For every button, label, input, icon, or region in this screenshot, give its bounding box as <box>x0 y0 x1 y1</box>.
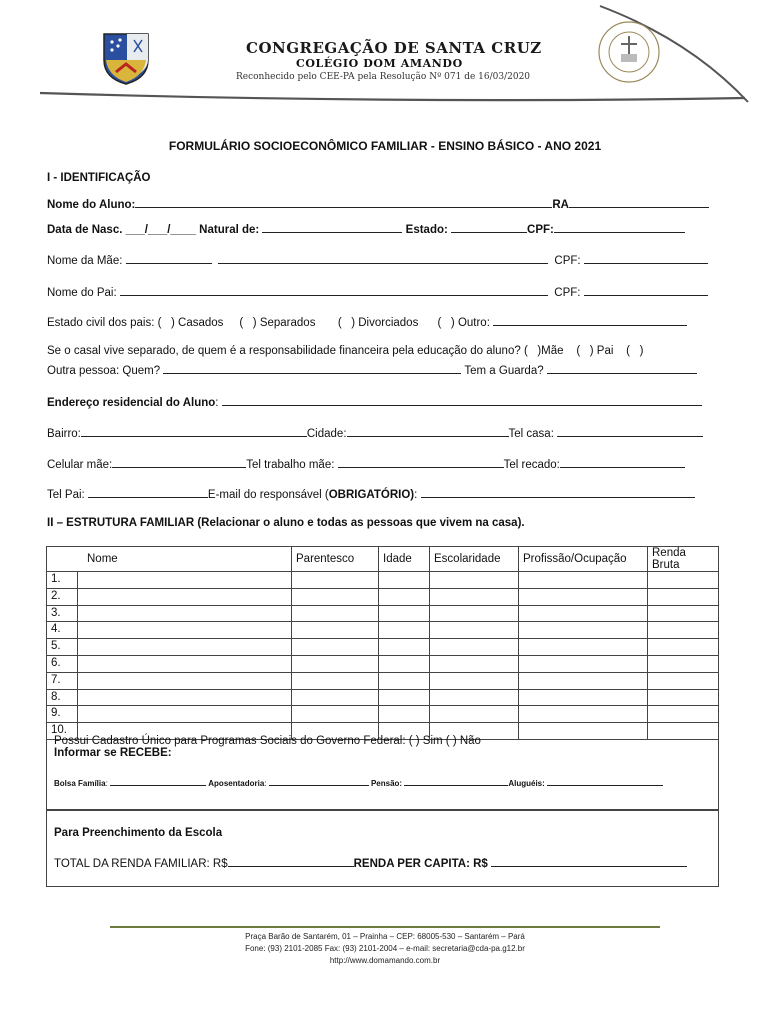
cell-idade[interactable] <box>379 689 430 706</box>
field-endereco[interactable] <box>222 394 702 406</box>
row-responsabilidade <box>47 345 643 357</box>
cadastro-unico-question[interactable]: Possui Cadastro Único para Programas Sociais do Governo Federal: ( ) Sim ( ) Não <box>54 735 481 747</box>
cell-renda[interactable] <box>648 605 719 622</box>
field-nome-mae-1[interactable] <box>126 252 212 264</box>
label-email: E-mail do responsável ( <box>207 489 329 501</box>
cell-renda[interactable] <box>648 689 719 706</box>
field-tel-pai[interactable] <box>88 486 208 498</box>
row-number: 7. <box>47 673 78 689</box>
institution-title: CONGREGAÇÃO DE SANTA CRUZ <box>246 39 542 57</box>
cell-idade[interactable] <box>379 639 430 656</box>
estado-civil-options[interactable]: Estado civil dos pais: ( ) Casados ( ) Separados ( ) Divorciados ( ) Outro: <box>47 317 490 329</box>
beneficios-row: Bolsa Família: Aposentadoria: Pensão: Aluguéis: <box>54 777 711 788</box>
label-tem-guarda: Tem a Guarda? <box>464 365 544 377</box>
cell-profissao[interactable] <box>519 588 648 605</box>
section-identificacao-heading: I - IDENTIFICAÇÃO <box>47 172 151 184</box>
field-nome-aluno[interactable] <box>135 196 552 208</box>
table-row <box>47 689 719 706</box>
row-estado-civil <box>47 314 687 329</box>
field-alugueis[interactable] <box>547 777 663 786</box>
footer-contact: Fone: (93) 2101-2085 Fax: (93) 2101-2004 – e-mail: secretaria@cda-pa.g12.br <box>245 944 525 953</box>
label-total-renda: TOTAL DA RENDA FAMILIAR: R$ <box>54 858 228 870</box>
field-cpf-aluno[interactable] <box>554 221 685 233</box>
row-number: 2. <box>47 589 78 605</box>
field-data-nasc[interactable]: Data de Nasc. ___/___/____ <box>47 224 196 236</box>
footer-website[interactable]: http://www.domamando.com.br <box>329 956 441 965</box>
escola-box <box>46 810 719 887</box>
label-cpf-aluno: CPF: <box>527 224 554 236</box>
cell-escolaridade[interactable] <box>430 572 519 589</box>
col-escolaridade: Escolaridade <box>430 547 519 572</box>
school-crest-logo <box>100 30 152 86</box>
cell-profissao[interactable] <box>519 572 648 589</box>
cell-nome[interactable] <box>47 655 292 672</box>
cell-parentesco[interactable] <box>292 706 379 723</box>
row-number: 9. <box>47 706 78 722</box>
field-celular-mae[interactable] <box>112 456 246 468</box>
cell-nome[interactable] <box>47 588 292 605</box>
row-number: 4. <box>47 622 78 638</box>
cell-escolaridade[interactable] <box>430 706 519 723</box>
field-email[interactable] <box>421 486 695 498</box>
label-tel-recado: Tel recado: <box>503 459 560 471</box>
field-pensao[interactable] <box>404 777 508 786</box>
cell-escolaridade[interactable] <box>430 672 519 689</box>
col-renda: Renda Bruta <box>648 547 719 572</box>
field-cidade[interactable] <box>347 425 509 437</box>
field-nome-mae-2[interactable] <box>218 252 548 264</box>
cell-escolaridade[interactable] <box>430 622 519 639</box>
label-renda-per-capita: RENDA PER CAPITA: R$ <box>353 858 488 870</box>
row-data-nasc <box>47 221 685 236</box>
label-endereco: Endereço residencial do Aluno <box>47 397 216 409</box>
table-row <box>47 655 719 672</box>
cell-renda[interactable] <box>648 622 719 639</box>
footer-address: Praça Barão de Santarém, 01 – Prainha – CEP: 68005-530 – Santarém – Pará <box>245 932 525 941</box>
form-title: FORMULÁRIO SOCIOECONÔMICO FAMILIAR - ENSINO BÁSICO - ANO 2021 <box>168 139 602 153</box>
field-estado-civil-outro[interactable] <box>493 314 687 326</box>
label-tel-casa: Tel casa: <box>508 428 554 440</box>
row-nome-aluno <box>47 196 709 211</box>
label-tel-pai: Tel Pai: <box>47 489 85 501</box>
cell-profissao[interactable] <box>519 655 648 672</box>
row-outra-pessoa <box>47 362 697 377</box>
informar-recebe: Informar se RECEBE: <box>54 747 172 759</box>
label-cpf-mae: CPF: <box>554 255 581 267</box>
cell-idade[interactable] <box>379 672 430 689</box>
field-ra[interactable] <box>569 196 709 208</box>
cell-idade[interactable] <box>379 605 430 622</box>
cell-parentesco[interactable] <box>292 572 379 589</box>
label-cpf-pai: CPF: <box>554 287 581 299</box>
field-outra-pessoa[interactable] <box>163 362 461 374</box>
cell-profissao[interactable] <box>519 706 648 723</box>
cell-nome[interactable] <box>47 706 292 723</box>
cell-parentesco[interactable] <box>292 588 379 605</box>
cell-profissao[interactable] <box>519 689 648 706</box>
congregation-seal <box>597 20 661 84</box>
cell-renda[interactable] <box>648 572 719 589</box>
cell-renda[interactable] <box>648 672 719 689</box>
table-row <box>47 622 719 639</box>
label-tel-trabalho-mae: Tel trabalho mãe: <box>246 459 335 471</box>
field-tel-trabalho-mae[interactable] <box>338 456 504 468</box>
cell-nome[interactable] <box>47 689 292 706</box>
row-number: 1. <box>47 572 78 588</box>
cell-profissao[interactable] <box>519 605 648 622</box>
cell-renda[interactable] <box>648 639 719 656</box>
escola-heading: Para Preenchimento da Escola <box>54 827 223 839</box>
label-nome-aluno: Nome do Aluno: <box>47 199 136 211</box>
field-tel-casa[interactable] <box>557 425 703 437</box>
label-ra: RA <box>552 199 569 211</box>
cell-parentesco[interactable] <box>292 605 379 622</box>
label-bolsa-familia: Bolsa Família <box>54 779 106 788</box>
field-bairro[interactable] <box>81 425 307 437</box>
field-natural[interactable] <box>262 221 402 233</box>
field-nome-pai[interactable] <box>120 284 548 296</box>
renda-row <box>54 855 711 870</box>
cell-renda[interactable] <box>648 655 719 672</box>
cell-idade[interactable] <box>379 588 430 605</box>
cell-nome[interactable] <box>47 672 292 689</box>
table-row <box>47 706 719 723</box>
field-total-renda[interactable] <box>228 855 354 867</box>
label-pensao: Pensão: <box>370 779 403 788</box>
cell-parentesco[interactable] <box>292 655 379 672</box>
label-aposentadoria: Aposentadoria <box>208 779 265 788</box>
field-cpf-mae[interactable] <box>584 252 708 264</box>
footer-rule <box>110 926 660 928</box>
field-renda-per-capita[interactable] <box>491 855 687 867</box>
row-number: 6. <box>47 656 78 672</box>
field-estado[interactable] <box>451 221 527 233</box>
col-profissao: Profissão/Ocupação <box>519 547 648 572</box>
table-row <box>47 572 719 589</box>
field-aposentadoria[interactable] <box>269 777 369 786</box>
cell-idade[interactable] <box>379 655 430 672</box>
email-colon: : <box>414 489 418 501</box>
row-bairro <box>47 425 703 440</box>
label-cidade: Cidade: <box>306 428 347 440</box>
row-tel-pai-email <box>47 486 695 501</box>
table-row <box>47 588 719 605</box>
label-alugueis: Aluguéis: <box>508 779 545 788</box>
col-nome: Nome <box>47 547 292 572</box>
row-celular <box>47 456 685 471</box>
row-number: 10. <box>47 723 78 739</box>
row-number: 3. <box>47 606 78 622</box>
cell-profissao[interactable] <box>519 639 648 656</box>
label-obrigatorio: OBRIGATÓRIO) <box>328 489 415 501</box>
recognition-text: Reconhecido pelo CEE-PA pela Resolução Nº 071 de 16/03/2020 <box>236 72 531 82</box>
row-endereco: Endereço residencial do Aluno: <box>47 394 702 409</box>
cell-renda[interactable] <box>648 588 719 605</box>
row-nome-mae <box>47 252 708 267</box>
cell-nome[interactable] <box>47 639 292 656</box>
cell-escolaridade[interactable] <box>430 639 519 656</box>
cell-escolaridade[interactable] <box>430 605 519 622</box>
cell-nome[interactable] <box>47 605 292 622</box>
field-cpf-pai[interactable] <box>584 284 708 296</box>
label-celular-mae: Celular mãe: <box>47 459 113 471</box>
cell-parentesco[interactable] <box>292 622 379 639</box>
cell-idade[interactable] <box>379 706 430 723</box>
table-row <box>47 605 719 622</box>
label-bairro: Bairro: <box>47 428 81 440</box>
label-outra-pessoa: Outra pessoa: Quem? <box>47 365 161 377</box>
cell-nome[interactable] <box>47 572 292 589</box>
table-row <box>47 672 719 689</box>
field-tem-guarda[interactable] <box>547 362 697 374</box>
cell-idade[interactable] <box>379 572 430 589</box>
table-row <box>47 639 719 656</box>
label-nome-pai: Nome do Pai: <box>47 287 117 299</box>
row-number: 5. <box>47 639 78 655</box>
label-estado: Estado: <box>405 224 448 236</box>
row-nome-pai <box>47 284 708 299</box>
row-number: 8. <box>47 690 78 706</box>
col-parentesco: Parentesco <box>292 547 379 572</box>
label-natural: Natural de: <box>199 224 260 236</box>
field-bolsa-familia[interactable] <box>110 777 206 786</box>
cell-profissao[interactable] <box>519 672 648 689</box>
responsabilidade-question[interactable]: Se o casal vive separado, de quem é a responsabilidade financeira pela educação do aluno? ( )Mãe ( ) Pai ( ) <box>47 345 644 357</box>
cell-idade[interactable] <box>379 622 430 639</box>
cell-escolaridade[interactable] <box>430 689 519 706</box>
field-tel-recado[interactable] <box>560 456 685 468</box>
cell-parentesco[interactable] <box>292 672 379 689</box>
school-name: COLÉGIO DOM AMANDO <box>296 57 463 70</box>
cell-nome[interactable] <box>47 622 292 639</box>
cell-parentesco[interactable] <box>292 639 379 656</box>
cell-profissao[interactable] <box>519 622 648 639</box>
cell-escolaridade[interactable] <box>430 588 519 605</box>
section-estrutura-heading: II – ESTRUTURA FAMILIAR (Relacionar o aluno e todas as pessoas que vivem na casa). <box>47 517 525 529</box>
cell-renda[interactable] <box>648 706 719 723</box>
cadastro-box <box>46 733 719 810</box>
family-table <box>46 546 719 740</box>
cell-escolaridade[interactable] <box>430 655 519 672</box>
label-nome-mae: Nome da Mãe: <box>47 255 123 267</box>
table-header-row <box>47 547 719 572</box>
cell-parentesco[interactable] <box>292 689 379 706</box>
col-idade: Idade <box>379 547 430 572</box>
